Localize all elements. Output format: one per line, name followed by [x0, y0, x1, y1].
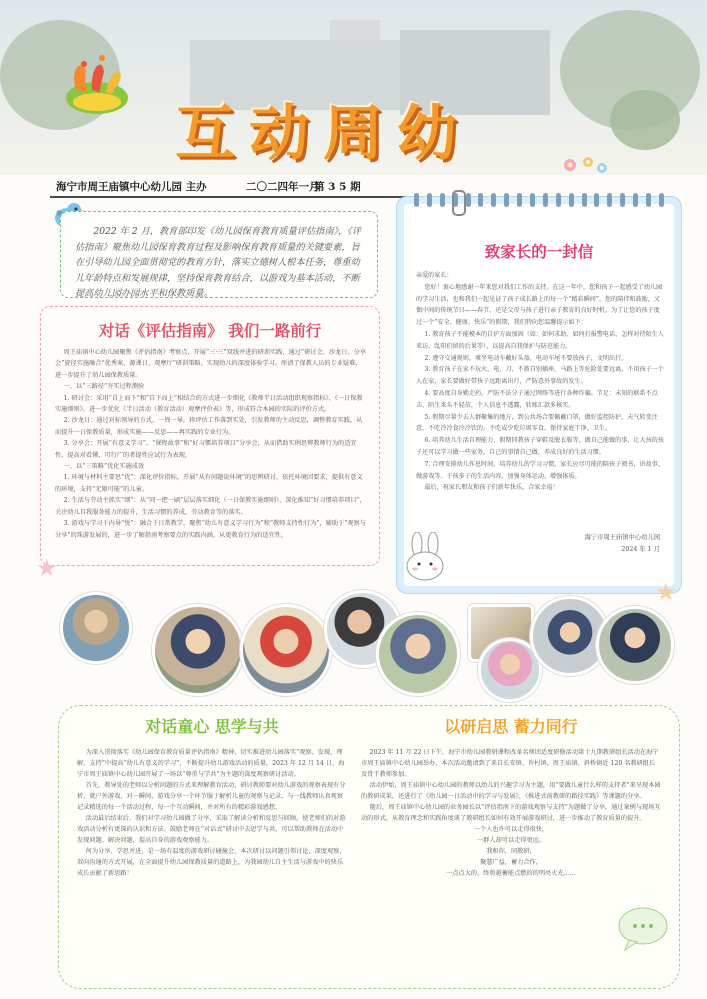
article-body — [361, 747, 661, 879]
paragraph: 2. 沙龙日：通过对标领导的方式，一周一导，将评估工作落到实处，引发教师的主动反思，调整教育实践，从而提升一日保教质量，形成实施——反思——再实践的专业行为。 — [55, 417, 363, 436]
building-roof — [330, 20, 380, 40]
paragraph: 随后，周王庙镇中心幼儿园的业务园长以“评估指南下的游戏观察与支持”为题做了分享，通过案例与现场互动的形式，从教育理念和实践角度谈了教研组长如何有效开展游戏研讨，进一步推动了教育质量的提升。 — [361, 804, 661, 822]
publisher: 海宁市周王庙镇中心幼儿园 主办 — [56, 181, 207, 193]
paragraph: 3. 教育孩子在家不玩火，电、刀、不拨自别插座，马路上等危险处要远离，不用孩子一个人在家，家长要做好带孩子远距离出行，严防意外事故的发生。 — [416, 366, 664, 386]
paragraph: 4. 要高度自身勤走药，严防不法分子通过网络等进行各种诈骗。节足：未知的联系不点击，陌生来头不轻信，个人信息不透露，转账汇款多核实。 — [416, 389, 658, 409]
poem-line: 我和你，同教研， — [486, 848, 536, 855]
activity-photo — [376, 612, 460, 696]
letter-heading: 致家长的一封信 — [484, 243, 594, 261]
paragraph: 1. 研讨会：采用“自上而下”和“自下而上”相结合的方式进一步细化《教师半日活动组织观察指标》、《一日保教实施细则》，进一步优化《半日活动（教育活动）观摩评价表》等，形成符合本园的实际的评价方式。 — [55, 394, 363, 414]
paragraph: 3. 游戏与学习于内导“悦”：融合于日常教学，聚焦“幼儿有意义学习行为”和“教师支持性行为”，辅助于“观察与分享”的珠游发展的，进一步了解指南考察要点的实践内涵，从更教育行为的适宜性。 — [55, 520, 366, 539]
paragraph: 首先，教导处的老师以分析问题的方式来理解教育活动，研讨教师要对幼儿游戏的观察表现有分析，就户外游戏、对一瞬间、游戏分享一个环节服于解析儿童的观察与记录，与一线教师认真观察记录精选的每一个活动过程，每一个互动瞬间，并对所有的精彩游戏感想。 — [77, 782, 346, 811]
paragraph: 为深入贯彻落实《幼儿园保育教育质量评估指南》精神，切实推进幼儿园落实“观察、发现、理解、支持”中提高“幼儿有意义的学习”，不断提升幼儿游戏活动的质量。2023 年 12 月 14 日，海宁市周王庙镇中心幼儿园开展了一场以“尊重与学共”为主题的深度观察研讨活动。 — [77, 749, 345, 778]
issue-number: 第 3 5 期 — [314, 181, 361, 193]
poem-line: 聚慧广益，蓄力合作， — [480, 859, 542, 866]
article-heading: 对话童心 思学与共 — [145, 717, 279, 736]
paper-clip-icon — [452, 190, 466, 216]
letter-greeting: 亲爱的家长： — [416, 272, 453, 279]
intro-box — [60, 211, 378, 298]
article-children-dialogue — [77, 706, 347, 879]
paragraph: 周王庙镇中心幼儿园聚焦《评估指南》考察点，开展“三·三”双线并进的研训实践，通过“研讨会、沙龙日、分享会”旋径实施融合“优秀案、源课日、观摩厅”研训策略，实现幼儿的深度体验学习。厘清了保教人员的专业疑难，进一步提升了幼儿园保教质量。 — [55, 349, 366, 379]
bunny-icon — [402, 532, 448, 582]
signature-date: 2024 年 1 月 — [621, 546, 660, 553]
star-decoration-icon: ★ — [36, 554, 58, 582]
paragraph: 6. 培养幼儿生活自理能力，假期同教孩子穿鞋及脱衣服等，做自己能做的事，让大孩的孩子还可以学习做一些家务，自己的事情自己做，养成良好的生活习惯。 — [416, 437, 664, 456]
activity-photo — [152, 604, 244, 696]
poem-line: 一点点大的，终将越蓄能点燃的的明亮火光…… — [446, 870, 576, 877]
article-evaluation-guide — [40, 306, 380, 566]
article-heading: 对话《评估指南》 我们一路前行 — [98, 322, 322, 340]
paragraph: 活动伊始，周王庙镇中心幼儿园的教师以幼儿的兴趣学习为主题，用“要做儿童什么样的支持者”来呈现本园的教研成果，还进行了《幼儿园一日活动中的学习与发展》，《推进式前教研的路径实践》等课题的分享。 — [361, 782, 661, 800]
activity-photo — [60, 592, 132, 664]
poem-line: 一个人也许可以走得很快， — [473, 826, 549, 833]
paragraph: 您好！衷心地感谢一年来您对我们工作的支持。在这一年中，您和孩子一起感受了幼儿园的学习生活，也和我们一起见证了孩子成长路上的每一个“精彩瞬间”，您的陪伴和鼓励，又偶中间的传统节日——春节，还是父母与孩子进行亲子教育的良好时机。为了让您的孩子度过一个“安全、健康、快乐”的假期，我们特向您温馨提示如下： — [416, 283, 663, 327]
article-body — [41, 347, 379, 541]
paragraph: 最后，祝家长朋友和孩子们新年快乐，合家幸福！ — [424, 484, 559, 492]
activity-photo — [596, 606, 674, 684]
issue-date: 二〇二四年一月 — [246, 181, 320, 193]
article-research — [361, 706, 661, 879]
letter-body — [404, 270, 674, 494]
speech-bubble-icon — [615, 904, 671, 952]
paragraph: 1. 环境与材料主要思“优”：深化评价指标，开展“从有问题说环境”的思辨研讨，依托环境因要求，提供有意义的环境，支持“无限可能”的儿童。 — [55, 474, 363, 493]
letter-to-parents — [404, 204, 674, 586]
paragraph: 一、以“三路径”夯实过程测验 — [63, 383, 145, 391]
masthead-title: 互动周幼 — [175, 99, 471, 169]
paragraph: 活动最后结束后，我们对学习幼儿园做了分享，采取了解读分析和反思与回顾，使老师们的对游戏活动分析有更深的认识和方法。鼓励老师在“对话式”研讨中去思学与共，可以帮助教师在活动中发现问题、解决问题，提高自身的游戏观察能力。 — [77, 815, 346, 844]
bottom-articles — [58, 705, 680, 989]
paragraph: 1. 教育孩子不能模本的自护方面加固（如：如何求助、如何打报警电话、怎样对待陌生人来访、乱阳们留的后果等），以提高自我保护与防范能力。 — [416, 330, 664, 350]
tree — [610, 90, 680, 150]
paragraph: 2. 生活与劳动主抓实“细”：从“同一把一刷”层层落实细化（一日保教实施细则），深化推知“好习惯培养项目”，关注幼儿自我服务能力的提升，生活习惯的养成，劳动教育等的落实。 — [55, 497, 366, 516]
paragraph: 2023 年 11 月 22 日下午，海宁市幼儿园教研课程改革名师团适度研修活动第十九期教研组长活动在海宁市周王庙镇中心幼儿园举办，本次活动邀请到了来自长安镇、许村镇、周王庙镇、斜桥镇近 120 名教研组长及骨干教师参加。 — [361, 749, 659, 778]
intro-text: 2022 年 2 月，教育部印发《幼儿园保育教育质量评估指南》，《评估指南》聚焦幼儿园保育教育过程及影响保育教育质量的关键要素，旨在引导幼儿园全面贯彻党的教育方针，落实立德树人根本任务，尊重幼儿年龄特点和发展规律，坚持保育教育结合，以游戏为基本活动，不断提高幼儿园办园水平和保教质量。 — [75, 226, 362, 299]
activity-photo — [240, 604, 332, 696]
star-decoration-icon: ★ — [655, 578, 677, 606]
paragraph: 2. 遵守交通规则，乘坐电动车戴好头盔，电动车尾不要放孩子，文明出行。 — [424, 354, 628, 362]
paragraph: 5. 假期尽量少去人群聚集的地方，到公共场合要佩戴口罩，做好监控防护，天气转变注意，不吃冷冷食冷冷饮的，不吃或少吃垃圾零食，保持家庭干净、卫生。 — [416, 413, 658, 433]
poem-line: 一群人却可以走得更远。 — [476, 837, 546, 844]
paragraph: 7. 合理安排幼儿作息时间，培养幼儿的学习习惯，家长应尽可能的陪孩子阅书，讲故事、做游戏等。于孩多子的生活内容、加强身体运动，增强体质。 — [416, 460, 664, 480]
kindergarten-logo — [62, 50, 132, 116]
article-heading: 以研启思 蓄力同行 — [444, 717, 578, 736]
flower-decoration-icon — [560, 150, 610, 180]
letter-signature — [584, 532, 660, 556]
article-body — [77, 747, 347, 879]
paragraph: 何为分享、学思并进，是一场有温度的游戏研讨碰撞会，本次研讨以问题引领讨论，深度观察，双向沟通的方式开展，在全面提升幼儿园保教质量的道路上，为我园幼儿自主生活与游戏中的快乐成长贡献了新思路！ — [77, 848, 346, 877]
paragraph: 一、以“三策略”优化实施成效 — [63, 463, 145, 471]
signature-org: 海宁市周王庙镇中心幼儿园 — [584, 534, 660, 541]
paragraph: 3. 分享会：开展“有意义学习”、“课程故事”和“好习惯培养项目”分享会，从而借助实例思辨教师行为的适宜性，提高对看懂、可行广的者提性应试行为表现。 — [55, 440, 357, 459]
